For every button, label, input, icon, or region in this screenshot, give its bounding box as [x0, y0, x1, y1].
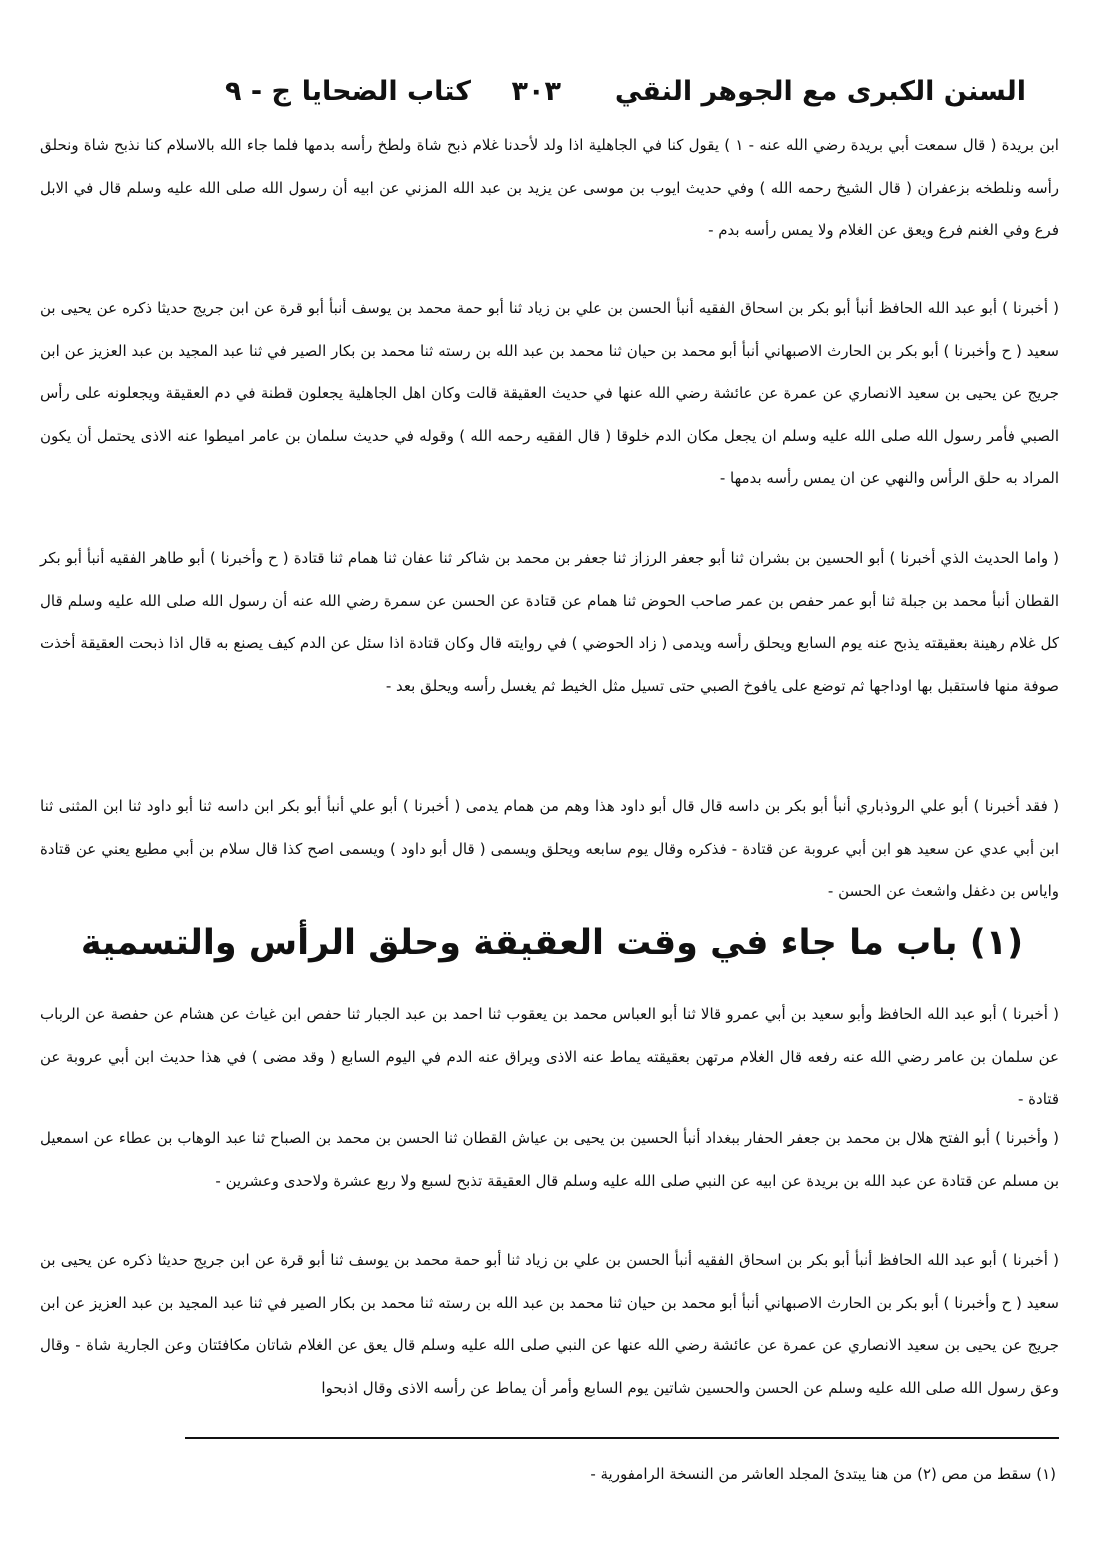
running-title: السنن الكبرى مع الجوهر النقي: [614, 76, 1026, 107]
page-header: [180, 72, 1026, 118]
body-paragraph: ( فقد أخبرنا ) أبو علي الروذباري أنبأ أبو بكر بن داسه قال قال أبو داود هذا وهم من همام يدمى ( أخبرنا ) أبو علي أنبأ أبو بكر ابن داسه ثنا أبو داود ثنا ابن المثنى ثنا ابن أبي عدي عن سعيد هو ابن أبي عروبة عن قتادة - فذكره وقال يوم سابعه ويحلق ويسمى ( قال أبو داود ) ويسمى اصح كذا قال سلام بن أبي مطيع يعني عن قتادة واياس بن دغفل واشعث عن الحسن -: [40, 797, 1059, 901]
page-number: ٣٠٣: [511, 76, 561, 107]
body-paragraph: ( واما الحديث الذي أخبرنا ) أبو الحسين بن بشران ثنا أبو جعفر الرزاز ثنا جعفر بن محمد بن شاكر ثنا عفان ثنا همام ثنا قتادة ( ح وأخبرنا ) أبو طاهر الفقيه أنبأ أبو بكر القطان أنبأ محمد بن جبلة ثنا أبو عمر حفص بن عمر صاحب الحوض ثنا همام عن قتادة عن الحسن عن سمرة رضي الله عنه أن رسول الله صلى الله عليه وسلم قال كل غلام رهينة بعقيقته يذبح عنه يوم السابع ويحلق رأسه ويدمى ( زاد الحوضي ) في روايته قال وكان قتادة اذا سئل عن الدم كيف يصنع به قال اذا ذبحت العقيقة أخذت صوفة منها فاستقبل بها اوداجها ثم توضع على يافوخ الصبي حتى تسيل مثل الخيط ثم يغسل رأسه ويحلق بعد -: [40, 549, 1059, 695]
footnote: (١) سقط من مص (٢) من هنا يبتدئ المجلد العاشر من النسخة الرامفورية -: [590, 1465, 1056, 1483]
volume-number: ج - ٩: [225, 76, 291, 107]
body-paragraph: ابن بريدة ( قال سمعت أبي بريدة رضي الله عنه - ١ ) يقول كنا في الجاهلية اذا ولد لأحدنا غلام ذبح شاة ولطخ رأسه بدمها فلما جاء الله بالاسلام كنا نذبح شاة ونحلق رأسه ونلطخه بزعفران ( قال الشيخ رحمه الله ) وفي حديث ايوب بن موسى عن يزيد بن عبد الله المزني عن ابيه أن رسول الله صلى الله عليه وسلم قال في الابل فرع وفي الغنم فرع ويعق عن الغلام ولا يمس رأسه بدم -: [40, 136, 1059, 240]
body-paragraph: ( أخبرنا ) أبو عبد الله الحافظ أنبأ أبو بكر بن اسحاق الفقيه أنبأ الحسن بن علي بن زياد ثنا أبو حمة محمد بن يوسف ثنا أبو قرة عن ابن جريج حديثا ذكره عن يحيى بن سعيد ( ح وأخبرنا ) أبو بكر بن الحارث الاصبهاني أنبأ أبو محمد بن حيان ثنا محمد بن عبد الله بن رسته ثنا محمد بن بكار الصير في ثنا عبد المجيد بن عبد العزيز عن ابن جريج عن يحيى بن سعيد الانصاري عن عمرة عن عائشة رضي الله عنها عن النبي صلى الله عليه وسلم قال يعق عن الغلام شاتان مكافئتان وعن الجارية شاة - وقال وعق رسول الله صلى الله عليه وسلم عن الحسن والحسين شاتين يوم السابع وأمر أن يماط عن رأسه الاذى وقال اذبحوا: [40, 1251, 1059, 1397]
book-title: كتاب الضحايا: [301, 76, 471, 107]
section-heading: (١) باب ما جاء في وقت العقيقة وحلق الرأس والتسمية: [80, 923, 1024, 963]
body-paragraph: ( أخبرنا ) أبو عبد الله الحافظ وأبو سعيد بن أبي عمرو قالا ثنا أبو العباس محمد بن يعقوب ثنا احمد بن عبد الجبار ثنا حفص ابن غياث عن هشام عن حفصة عن الرباب عن سلمان بن عامر رضي الله عنه رفعه قال الغلام مرتهن بعقيقته يماط عنه الاذى ويراق عنه الدم في اليوم السابع ( وقد مضى ) في هذا حديث ابن أبي عروبة عن قتادة -: [40, 1005, 1059, 1109]
body-paragraph: ( أخبرنا ) أبو عبد الله الحافظ أنبأ أبو بكر بن اسحاق الفقيه أنبأ الحسن بن علي بن زياد ثنا أبو حمة محمد بن يوسف أنبأ أبو قرة عن ابن جريج حديثا ذكره عن يحيى بن سعيد ( ح وأخبرنا ) أبو بكر بن الحارث الاصبهاني أنبأ أبو محمد بن حيان ثنا محمد بن عبد الله بن رسته ثنا محمد بن بكار الصير في ثنا عبد المجيد بن عبد العزيز عن ابن جريج عن يحيى بن سعيد الانصاري عن عمرة عن عائشة رضي الله عنها في حديث العقيقة قالت وكان اهل الجاهلية يجعلون قطنة في دم العقيقة ويجعلونه على رأس الصبي فأمر رسول الله صلى الله عليه وسلم ان يجعل مكان الدم خلوقا ( قال الفقيه رحمه الله ) وقوله في حديث سلمان بن عامر اميطوا عنه الاذى يحتمل أن يكون المراد به حلق الرأس والنهي عن ان يمس رأسه بدمها -: [40, 299, 1059, 488]
footnote-divider: [185, 1437, 1059, 1439]
body-paragraph: ( وأخبرنا ) أبو الفتح هلال بن محمد بن جعفر الحفار ببغداد أنبأ الحسين بن يحيى بن عياش القطان ثنا الحسن بن محمد بن الصباح ثنا عبد الوهاب بن عطاء عن اسمعيل بن مسلم عن قتادة عن عبد الله بن بريدة عن ابيه عن النبي صلى الله عليه وسلم قال العقيقة تذبح لسبع ولا ربع عشرة ولاحدى وعشرين -: [40, 1129, 1059, 1190]
